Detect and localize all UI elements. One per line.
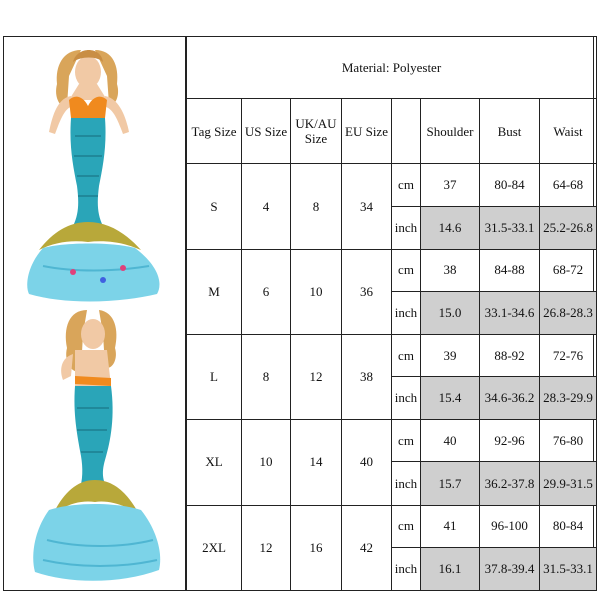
mermaid-costume-back-photo	[3, 304, 184, 589]
unit-inch: inch	[392, 291, 421, 334]
unit-cm: cm	[392, 164, 421, 206]
shoulder-cm-m: 38	[421, 249, 480, 291]
header-bust: Bust	[480, 99, 540, 164]
uk-size-m: 10	[291, 249, 342, 334]
uk-size-xl: 14	[291, 420, 342, 505]
shoulder-cm-s: 37	[421, 164, 480, 206]
bust-inch-m: 33.1-34.6	[480, 291, 540, 334]
header-us-size: US Size	[242, 99, 291, 164]
unit-inch: inch	[392, 547, 421, 590]
waist-inch-xl: 29.9-31.5	[540, 462, 597, 505]
us-size-s: 4	[242, 164, 291, 249]
waist-cm-xl: 76-80	[540, 420, 597, 462]
material-title: Material: Polyester	[187, 37, 597, 99]
unit-cm: cm	[392, 335, 421, 377]
size-row-l-cm	[187, 335, 597, 377]
unit-inch: inch	[392, 462, 421, 505]
tag-size-l: L	[187, 335, 242, 420]
uk-size-l: 12	[291, 335, 342, 420]
waist-cm-s: 64-68	[540, 164, 597, 206]
header-tag-size: Tag Size	[187, 99, 242, 164]
uk-size-s: 8	[291, 164, 342, 249]
uk-size-2xl: 16	[291, 505, 342, 590]
header-waist: Waist	[540, 99, 597, 164]
header-unit	[392, 99, 421, 164]
eu-size-l: 38	[342, 335, 392, 420]
unit-inch: inch	[392, 206, 421, 249]
bust-cm-xl: 92-96	[480, 420, 540, 462]
unit-cm: cm	[392, 505, 421, 547]
bust-inch-s: 31.5-33.1	[480, 206, 540, 249]
shoulder-cm-xl: 40	[421, 420, 480, 462]
us-size-2xl: 12	[242, 505, 291, 590]
bust-cm-m: 84-88	[480, 249, 540, 291]
size-row-xl-cm	[187, 420, 597, 462]
tag-size-xl: XL	[187, 420, 242, 505]
size-row-2xl-cm	[187, 505, 597, 547]
us-size-l: 8	[242, 335, 291, 420]
bust-inch-l: 34.6-36.2	[480, 377, 540, 420]
shoulder-inch-xl: 15.7	[421, 462, 480, 505]
eu-size-2xl: 42	[342, 505, 392, 590]
tag-size-2xl: 2XL	[187, 505, 242, 590]
unit-cm: cm	[392, 420, 421, 462]
shoulder-cm-2xl: 41	[421, 505, 480, 547]
eu-size-m: 36	[342, 249, 392, 334]
mermaid-costume-front-photo	[3, 36, 184, 306]
us-size-xl: 10	[242, 420, 291, 505]
shoulder-cm-l: 39	[421, 335, 480, 377]
header-uk-au-size: UK/AU Size	[291, 99, 342, 164]
waist-inch-2xl: 31.5-33.1	[540, 547, 597, 590]
size-row-s-cm	[187, 164, 597, 206]
bust-inch-2xl: 37.8-39.4	[480, 547, 540, 590]
bust-cm-s: 80-84	[480, 164, 540, 206]
tag-size-m: M	[187, 249, 242, 334]
header-eu-size: EU Size	[342, 99, 392, 164]
waist-inch-s: 25.2-26.8	[540, 206, 597, 249]
waist-cm-m: 68-72	[540, 249, 597, 291]
shoulder-inch-s: 14.6	[421, 206, 480, 249]
waist-cm-2xl: 80-84	[540, 505, 597, 547]
size-row-m-cm	[187, 249, 597, 291]
size-chart-table	[186, 36, 597, 591]
waist-inch-m: 26.8-28.3	[540, 291, 597, 334]
eu-size-xl: 40	[342, 420, 392, 505]
bust-inch-xl: 36.2-37.8	[480, 462, 540, 505]
product-photo-panel	[3, 36, 186, 591]
waist-cm-l: 72-76	[540, 335, 597, 377]
bust-cm-l: 88-92	[480, 335, 540, 377]
shoulder-inch-m: 15.0	[421, 291, 480, 334]
unit-inch: inch	[392, 377, 421, 420]
bust-cm-2xl: 96-100	[480, 505, 540, 547]
us-size-m: 6	[242, 249, 291, 334]
header-shoulder: Shoulder	[421, 99, 480, 164]
eu-size-s: 34	[342, 164, 392, 249]
tag-size-s: S	[187, 164, 242, 249]
waist-inch-l: 28.3-29.9	[540, 377, 597, 420]
shoulder-inch-2xl: 16.1	[421, 547, 480, 590]
unit-cm: cm	[392, 249, 421, 291]
shoulder-inch-l: 15.4	[421, 377, 480, 420]
